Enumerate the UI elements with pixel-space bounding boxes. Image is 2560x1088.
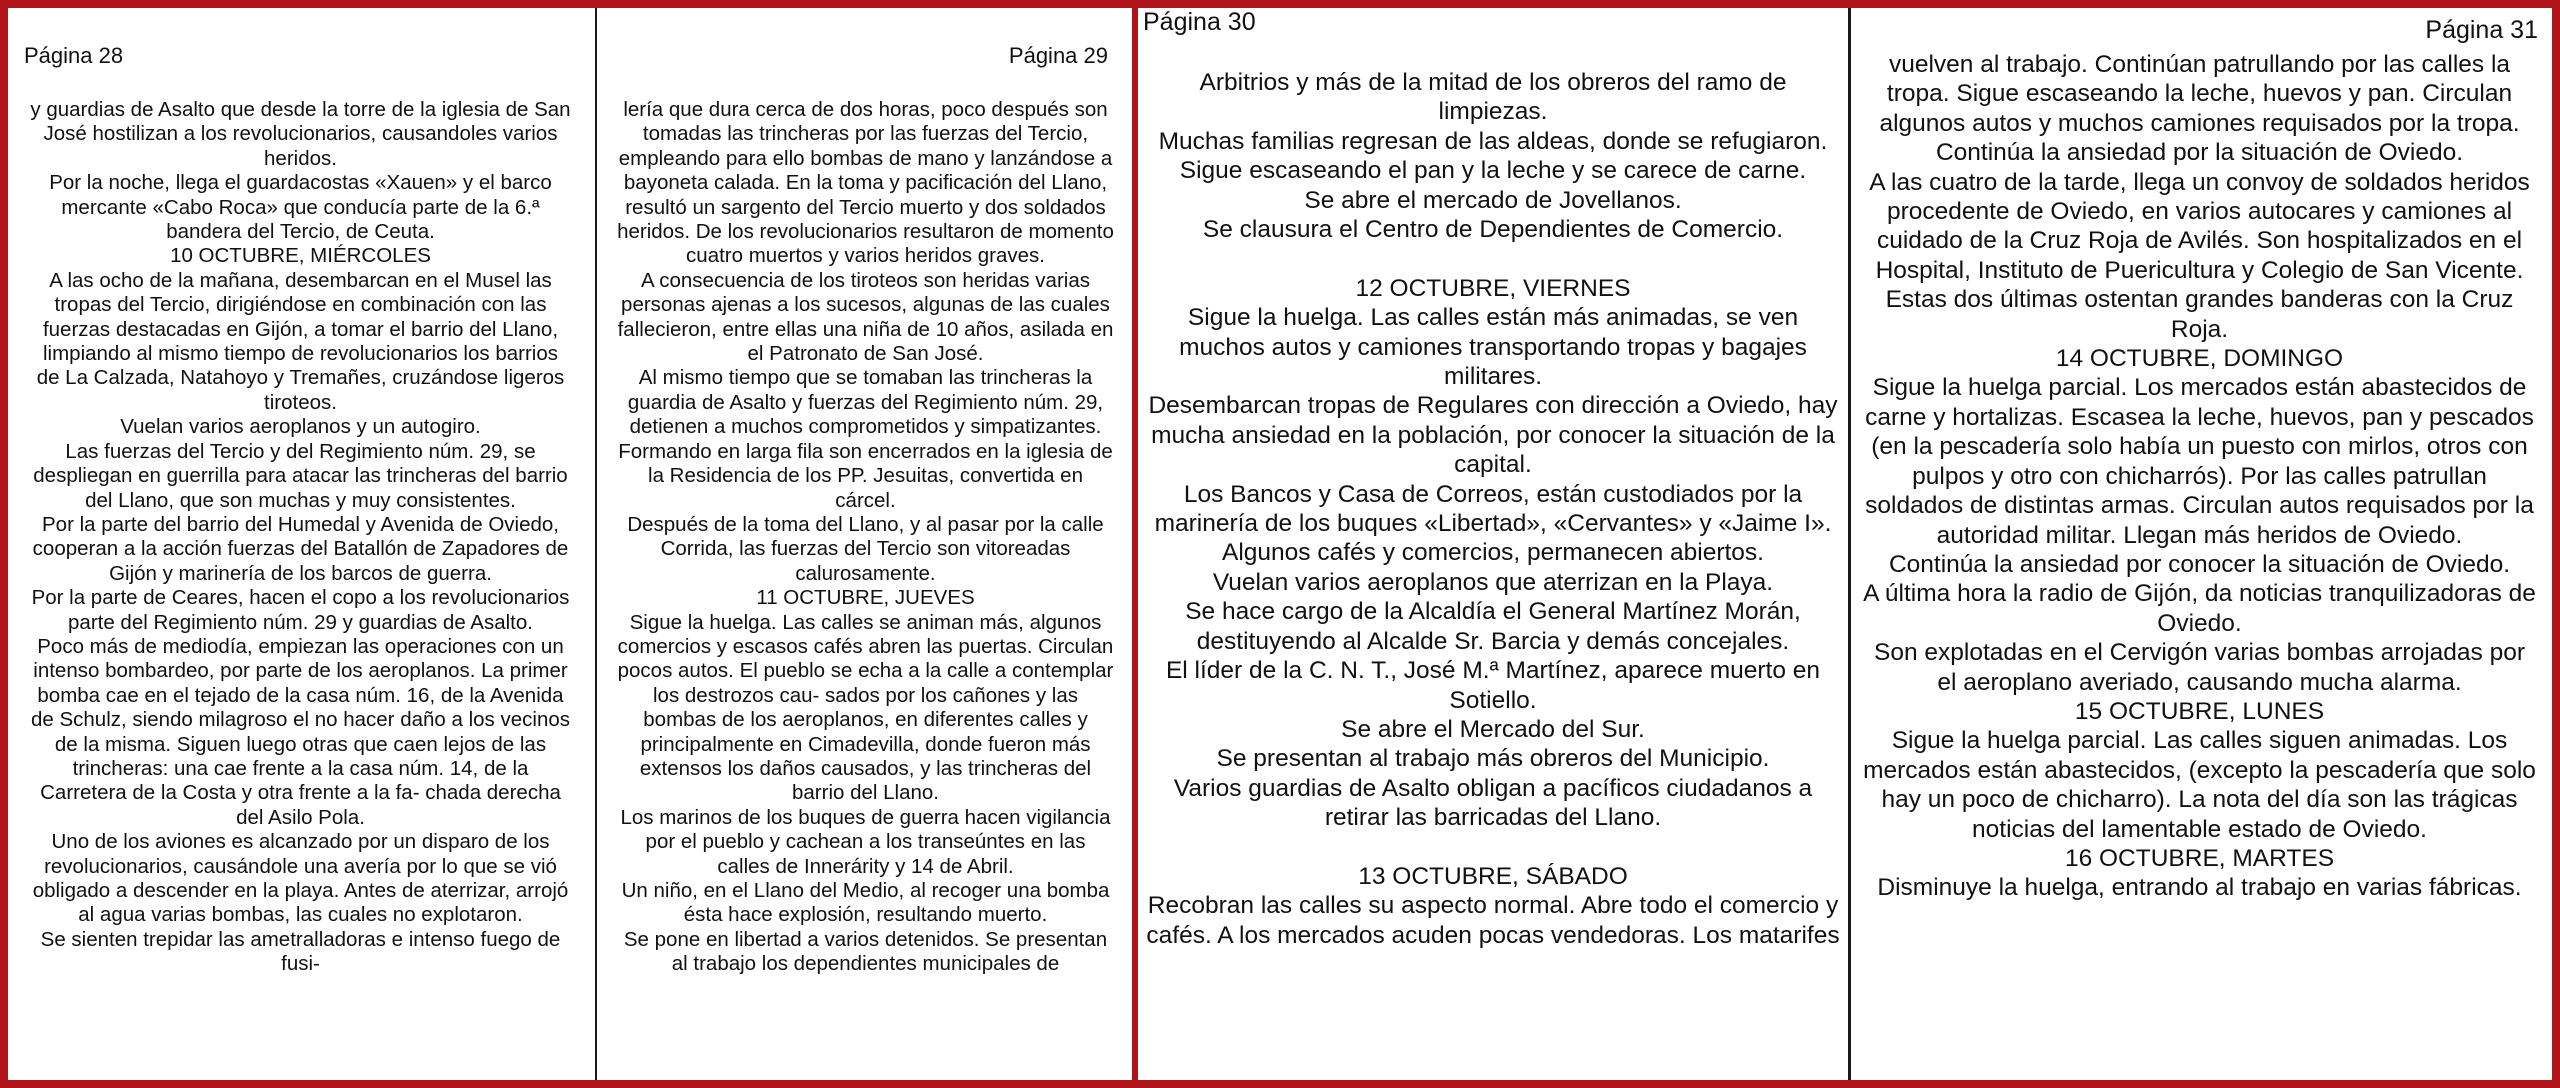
paragraph: Se abre el Mercado del Sur. bbox=[1341, 715, 1645, 743]
paragraph: Recobran las calles su aspecto normal. Abre todo el comercio y cafés. A los mercados acuden pocas vendedoras. Los matarifes bbox=[1146, 892, 1840, 949]
paragraph: Se presentan al trabajo más obreros del Municipio. bbox=[1216, 745, 1770, 773]
paragraph: Se sienten trepidar las ametralladoras e intenso fuego de fusi- bbox=[40, 927, 561, 976]
page-number: Página 29 bbox=[1008, 43, 1108, 68]
date-heading: 12 OCTUBRE, VIERNES bbox=[1355, 274, 1631, 302]
page-text bbox=[30, 98, 571, 977]
paragraph: Sigue la huelga. Las calles están más animadas, se ven muchos autos y camiones transportando tropas y bagajes militares. bbox=[1179, 304, 1807, 391]
page-number: Página 28 bbox=[24, 43, 124, 68]
paragraph: y guardias de Asalto que desde la torre de la iglesia de San José hostilizan a los revolucionarios, causandoles varios heridos. bbox=[30, 98, 571, 170]
paragraph: Los marinos de los buques de guerra hacen vigilancia por el pueblo y cachean a los transeúntes en las calles de Innerárity y 14 de Abril. bbox=[620, 805, 1111, 878]
paragraph: Vuelan varios aeroplanos que aterrizan en la Playa. bbox=[1212, 568, 1774, 596]
date-heading: 16 OCTUBRE, MARTES bbox=[2064, 844, 2335, 872]
page-31 bbox=[1851, 8, 2552, 1080]
date-heading: 13 OCTUBRE, SÁBADO bbox=[1358, 862, 1628, 890]
paragraph: A las cuatro de la tarde, llega un convoy de soldados heridos procedente de Oviedo, en varios autocares y camiones al cuidado de la Cruz Roja de Avilés. Son hospitalizados en el Hospital, Instituto de Puericultura y Colegio de San Vicente. Estas dos últimas ostentan grandes banderas con la Cruz Roja. bbox=[1869, 168, 2530, 343]
page-text bbox=[617, 98, 1114, 977]
paragraph: Continúa la ansiedad por conocer la situación de Oviedo. bbox=[1888, 550, 2511, 578]
date-heading: 11 OCTUBRE, JUEVES bbox=[756, 586, 975, 610]
paragraph: vuelven al trabajo. Continúan patrullando por las calles la tropa. Sigue escaseando la leche, huevos y pan. Circulan algunos autos y muchos camiones requisados por la tropa. Continúa la ansiedad por la situación de Oviedo. bbox=[1879, 51, 2520, 167]
paragraph: Las fuerzas del Tercio y del Regimiento núm. 29, se despliegan en guerrilla para atacar las trincheras del barrio del Llano, que son muchas y muy consistentes. bbox=[33, 439, 568, 512]
paragraph: A última hora la radio de Gijón, da noticias tranquilizadoras de Oviedo. bbox=[1863, 580, 2536, 637]
paragraph: Poco más de mediodía, empiezan las operaciones con un intenso bombardeo, por parte de los aeroplanos. La primer bomba cae en el tejado de la casa núm. 16, de la Avenida de Schulz, siendo milagroso el no hacer daño a los vecinos de la misma. Siguen luego otras que caen lejos de las trincheras: una cae frente a la casa núm. 14, de la Carretera de la Costa y otra frente a la fa- chada derecha del Asilo Pola. bbox=[30, 634, 571, 829]
left-page-spread bbox=[8, 8, 1132, 1080]
paragraph: Algunos cafés y comercios, permanecen abiertos. bbox=[1222, 539, 1764, 567]
paragraph: Por la noche, llega el guardacostas «Xauen» y el barco mercante «Cabo Roca» que conducía parte de la 6.ª bandera del Tercio, de Ceuta. bbox=[49, 171, 552, 244]
paragraph: Vuelan varios aeroplanos y un autogiro. bbox=[120, 415, 481, 439]
page-number: Página 30 bbox=[1143, 8, 1256, 36]
paragraph: Se clausura el Centro de Dependientes de Comercio. bbox=[1202, 216, 1784, 244]
paragraph: Muchas familias regresan de las aldeas, donde se refugiaron. bbox=[1158, 127, 1828, 155]
paragraph: Un niño, en el Llano del Medio, al recoger una bomba ésta hace explosión, resultando muerto. bbox=[621, 879, 1110, 927]
paragraph: Uno de los aviones es alcanzado por un disparo de los revolucionarios, causándole una avería por lo que se vió obligado a descender en la playa. Antes de aterrizar, arrojó al agua varias bombas, las cuales no explotaron. bbox=[32, 830, 569, 927]
paragraph: Se abre el mercado de Jovellanos. bbox=[1304, 186, 1682, 214]
paragraph: Después de la toma del Llano, y al pasar por la calle Corrida, las fuerzas del Tercio son vitoreadas calurosamente. bbox=[627, 512, 1104, 585]
paragraph: Sigue la huelga parcial. Los mercados están abastecidos de carne y hortalizas. Escasea la leche, huevos, pan y pescados (en la pescadería solo había un puesto con mirlos, otros con pulpos y otro con chicharrós). Por las calles patrullan soldados de distintas armas. Circulan autos requisados por la autoridad militar. Llegan más heridos de Oviedo. bbox=[1865, 374, 2534, 549]
date-heading: 14 OCTUBRE, DOMINGO bbox=[2055, 345, 2344, 373]
page-number: Página 31 bbox=[2425, 16, 2538, 44]
paragraph: Al mismo tiempo que se tomaban las trincheras la guardia de Asalto y fuerzas del Regimiento núm. 29, detienen a muchos comprometidos y simpatizantes. Formando en larga fila son encerrados en la iglesia de la Residencia de los PP. Jesuitas, convertida en cárcel. bbox=[618, 366, 1113, 512]
paragraph: Varios guardias de Asalto obligan a pacíficos ciudadanos a retirar las barricadas del Llano. bbox=[1173, 774, 1813, 832]
paragraph: Sigue la huelga. Las calles se animan más, algunos comercios y escasos cafés abren las puertas. Circulan pocos autos. El pueblo se echa a la calle a contemplar los destrozos cau- sados por los cañones y las bombas de los aeroplanos, en diferentes calles y principalmente en Cimadevilla, donde fueron más extensos los daños causados, y las trincheras del barrio del Llano. bbox=[617, 610, 1114, 805]
paragraph: Se pone en libertad a varios detenidos. Se presentan al trabajo los dependientes municipales de bbox=[623, 927, 1108, 976]
paragraph: Sigue escaseando el pan y la leche y se carece de carne. bbox=[1179, 157, 1807, 185]
paragraph: Por la parte del barrio del Humedal y Avenida de Oviedo, cooperan a la acción fuerzas del Batallón de Zapadores de Gijón y marinería de los barcos de guerra. bbox=[32, 512, 569, 585]
paragraph: A las ocho de la mañana, desembarcan en el Musel las tropas del Tercio, dirigiéndose en combinación con las fuerzas destacadas en Gijón, a tomar el barrio del Llano, limpiando al mismo tiempo de revolucionarios los barrios de La Calzada, Natahoyo y Tremañes, cruzándose ligeros tiroteos. bbox=[36, 268, 565, 414]
paragraph: Los Bancos y Casa de Correos, están custodiados por la marinería de los buques «Libertad», «Cervantes» y «Jaime I». bbox=[1154, 480, 1832, 538]
paragraph: A consecuencia de los tiroteos son heridas varias personas ajenas a los sucesos, algunas de las cuales fallecieron, entre ellas una niña de 10 años, asilada en el Patronato de San José. bbox=[617, 268, 1114, 366]
right-page-spread bbox=[1138, 8, 2552, 1080]
paragraph: El líder de la C. N. T., José M.ª Martínez, aparece muerto en Sotiello. bbox=[1165, 657, 1821, 714]
paragraph: Son explotadas en el Cervigón varias bombas arrojadas por el aeroplano averiado, causando mucha alarma. bbox=[1874, 639, 2525, 696]
page-28 bbox=[8, 8, 597, 1080]
blank-line bbox=[1144, 244, 1842, 273]
paragraph: Sigue la huelga parcial. Las calles siguen animadas. Los mercados están abastecidos, (excepto la pescadería que solo hay un poco de chicharro). La nota del día son las trágicas noticias del lamentable estado de Oviedo. bbox=[1863, 727, 2536, 843]
blank-line bbox=[1144, 833, 1842, 862]
date-heading: 10 OCTUBRE, MIÉRCOLES bbox=[170, 244, 431, 268]
page-text bbox=[1144, 68, 1842, 950]
page-29 bbox=[597, 8, 1132, 1080]
paragraph: Disminuye la huelga, entrando al trabajo en varias fábricas. bbox=[1877, 874, 2522, 902]
paragraph: Por la parte de Ceares, hacen el copo a los revolucionarios parte del Regimiento núm. 29 y guardias de Asalto. bbox=[31, 586, 570, 634]
paragraph: Desembarcan tropas de Regulares con dirección a Oviedo, hay mucha ansiedad en la población, por conocer la situación de la capital. bbox=[1148, 392, 1838, 479]
date-heading: 15 OCTUBRE, LUNES bbox=[2074, 697, 2325, 725]
paragraph: lería que dura cerca de dos horas, poco después son tomadas las trincheras por las fuerzas del Tercio, empleando para ello bombas de mano y lanzándose a bayoneta calada. En la toma y pacificación del Llano, resultó un sargento del Tercio muerto y dos soldados heridos. De los revolucionarios resultaron de momento cuatro muertos y varios heridos graves. bbox=[617, 98, 1114, 268]
paragraph: Se hace cargo de la Alcaldía el General Martínez Morán, destituyendo al Alcalde Sr. Barcia y demás concejales. bbox=[1185, 598, 1801, 655]
paragraph: Arbitrios y más de la mitad de los obreros del ramo de limpiezas. bbox=[1199, 69, 1787, 126]
page-30 bbox=[1138, 8, 1851, 1080]
page-text bbox=[1863, 50, 2536, 903]
